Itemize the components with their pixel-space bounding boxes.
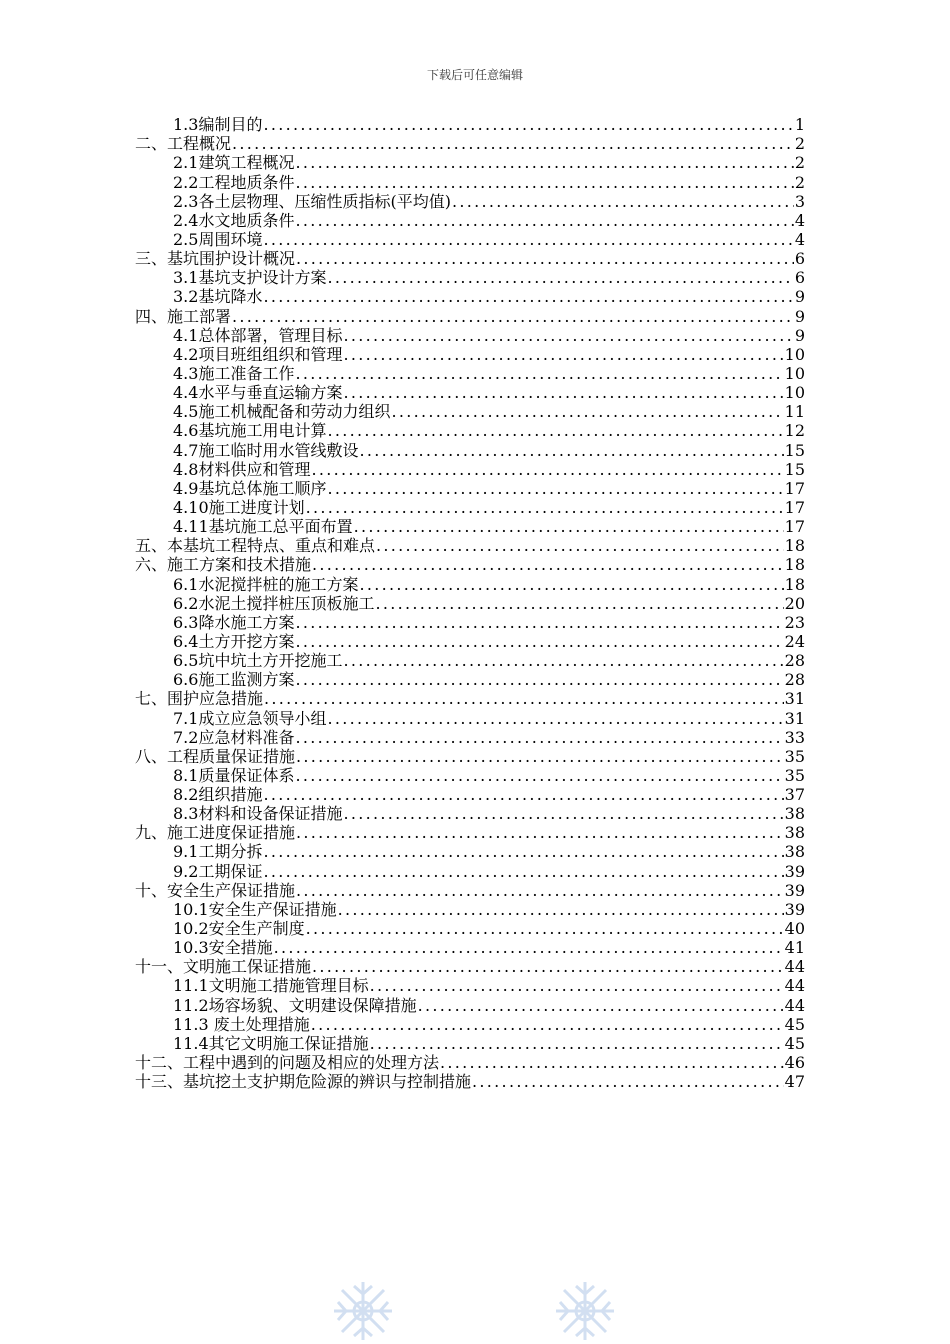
toc-entry-page: 35 [784, 765, 805, 785]
toc-entry-page: 2 [794, 153, 805, 173]
toc-entry-title: 3.2基坑降水 [173, 287, 263, 307]
toc-entry-title: 11.2场容场貌、文明建设保障措施 [173, 995, 417, 1015]
toc-entry-title: 4.9基坑总体施工顺序 [173, 478, 327, 498]
toc-entry[interactable] [135, 326, 805, 345]
toc-entry-page: 6 [794, 268, 805, 288]
toc-entry-page: 17 [784, 517, 805, 537]
toc-entry-page: 15 [784, 459, 805, 479]
toc-dot-leader [306, 498, 784, 517]
toc-entry-title: 4.2项目班组组织和管理 [173, 344, 343, 364]
toc-entry[interactable] [135, 421, 805, 440]
toc-dot-leader [295, 766, 783, 785]
toc-entry-page: 18 [784, 574, 805, 594]
toc-entry-page: 4 [794, 229, 805, 249]
toc-dot-leader [472, 1072, 784, 1091]
toc-entry-page: 24 [784, 631, 805, 651]
toc-entry[interactable] [135, 728, 805, 747]
toc-entry-page: 47 [784, 1072, 805, 1092]
toc-dot-leader [327, 421, 783, 440]
toc-entry[interactable] [135, 613, 805, 632]
toc-entry-title: 7.2应急材料准备 [173, 727, 295, 747]
toc-entry[interactable] [135, 479, 805, 498]
toc-entry-title: 4.10施工进度计划 [173, 497, 305, 517]
toc-entry-title: 六、施工方案和技术措施 [135, 555, 312, 575]
toc-entry[interactable] [135, 249, 805, 268]
snowflake-icon [330, 1278, 396, 1344]
toc-entry[interactable] [135, 995, 805, 1014]
toc-entry-title: 2.4水文地质条件 [173, 210, 295, 230]
toc-entry[interactable] [135, 957, 805, 976]
toc-dot-leader [343, 651, 783, 670]
toc-entry-page: 6 [794, 249, 805, 269]
toc-entry[interactable] [135, 766, 805, 785]
toc-dot-leader [296, 881, 784, 900]
toc-entry[interactable] [135, 976, 805, 995]
toc-entry-title: 2.2工程地质条件 [173, 172, 295, 192]
toc-entry-title: 四、施工部署 [135, 306, 232, 326]
toc-entry[interactable] [135, 708, 805, 727]
toc-entry-title: 7.1成立应急领导小组 [173, 708, 327, 728]
toc-entry[interactable] [135, 536, 805, 555]
toc-entry-page: 37 [784, 785, 805, 805]
toc-entry[interactable] [135, 517, 805, 536]
toc-entry-title: 4.4水平与垂直运输方案 [173, 383, 343, 403]
toc-entry-title: 11.1文明施工措施管理目标 [173, 976, 369, 996]
toc-dot-leader [295, 670, 783, 689]
toc-dot-leader [327, 479, 783, 498]
toc-entry-page: 44 [784, 957, 805, 977]
toc-entry[interactable] [135, 306, 805, 325]
toc-entry-title: 8.1质量保证体系 [173, 765, 295, 785]
toc-entry-title: 9.1工期分拆 [173, 842, 263, 862]
toc-dot-leader [274, 938, 784, 957]
toc-entry[interactable] [135, 1053, 805, 1072]
toc-entry[interactable] [135, 268, 805, 287]
toc-entry-title: 十一、文明施工保证措施 [135, 957, 312, 977]
toc-entry-title: 十二、工程中遇到的问题及相应的处理方法 [135, 1053, 440, 1073]
toc-entry-title: 2.3各土层物理、压缩性质指标(平均值) [173, 191, 451, 211]
toc-entry-title: 9.2工期保证 [173, 861, 263, 881]
toc-dot-leader [418, 996, 784, 1015]
toc-entry-title: 4.5施工机械配备和劳动力组织 [173, 402, 391, 422]
toc-entry[interactable] [135, 402, 805, 421]
toc-entry[interactable] [135, 364, 805, 383]
toc-entry[interactable] [135, 574, 805, 593]
toc-dot-leader [264, 689, 784, 708]
toc-entry-page: 17 [784, 497, 805, 517]
toc-entry[interactable] [135, 1034, 805, 1053]
toc-entry-title: 九、施工进度保证措施 [135, 823, 296, 843]
toc-entry-page: 39 [784, 861, 805, 881]
toc-entry[interactable] [135, 345, 805, 364]
toc-entry-page: 28 [784, 651, 805, 671]
toc-entry-page: 23 [784, 612, 805, 632]
toc-entry[interactable] [135, 670, 805, 689]
toc-entry-title: 十、安全生产保证措施 [135, 880, 296, 900]
toc-dot-leader [359, 441, 783, 460]
toc-dot-leader [306, 919, 784, 938]
toc-entry[interactable] [135, 460, 805, 479]
toc-entry[interactable] [135, 632, 805, 651]
toc-dot-leader [295, 153, 793, 172]
toc-dot-leader [296, 249, 794, 268]
toc-dot-leader [263, 115, 793, 134]
toc-dot-leader [295, 173, 793, 192]
toc-dot-leader [263, 230, 793, 249]
toc-entry-page: 38 [784, 823, 805, 843]
toc-entry-title: 10.2安全生产制度 [173, 919, 305, 939]
toc-entry-title: 1.3编制目的 [173, 115, 263, 135]
toc-entry-page: 35 [784, 746, 805, 766]
toc-entry-page: 39 [784, 880, 805, 900]
toc-entry-title: 4.1总体部署，管理目标 [173, 325, 343, 345]
toc-entry-title: 4.3施工准备工作 [173, 363, 295, 383]
toc-entry-page: 38 [784, 804, 805, 824]
toc-entry[interactable] [135, 938, 805, 957]
toc-entry-page: 10 [784, 363, 805, 383]
toc-dot-leader [354, 517, 784, 536]
toc-dot-leader [296, 823, 784, 842]
toc-entry-title: 2.5周围环境 [173, 229, 263, 249]
toc-entry[interactable] [135, 383, 805, 402]
toc-entry-title: 3.1基坑支护设计方案 [173, 268, 327, 288]
toc-entry[interactable] [135, 900, 805, 919]
toc-entry-title: 三、基坑围护设计概况 [135, 249, 296, 269]
toc-dot-leader [296, 747, 784, 766]
toc-entry[interactable] [135, 134, 805, 153]
toc-entry-title: 6.3降水施工方案 [173, 612, 295, 632]
toc-entry-title: 10.1安全生产保证措施 [173, 899, 337, 919]
toc-entry-page: 33 [784, 727, 805, 747]
toc-dot-leader [263, 785, 783, 804]
toc-entry-page: 18 [784, 555, 805, 575]
toc-entry[interactable] [135, 153, 805, 172]
toc-entry-title: 4.8材料供应和管理 [173, 459, 311, 479]
toc-dot-leader [232, 134, 794, 153]
toc-entry[interactable] [135, 594, 805, 613]
toc-dot-leader [370, 1034, 784, 1053]
toc-entry-page: 4 [794, 210, 805, 230]
toc-entry[interactable] [135, 861, 805, 880]
toc-dot-leader [452, 192, 794, 211]
toc-entry-page: 17 [784, 478, 805, 498]
toc-entry[interactable] [135, 555, 805, 574]
toc-dot-leader [375, 594, 783, 613]
toc-entry-title: 二、工程概况 [135, 134, 232, 154]
toc-entry-page: 45 [784, 1014, 805, 1034]
toc-entry[interactable] [135, 287, 805, 306]
toc-entry-page: 10 [784, 383, 805, 403]
toc-entry-page: 28 [784, 670, 805, 690]
toc-entry-title: 6.5坑中坑土方开挖施工 [173, 651, 343, 671]
toc-dot-leader [295, 364, 783, 383]
toc-dot-leader [343, 804, 783, 823]
toc-entry[interactable] [135, 498, 805, 517]
toc-entry-page: 45 [784, 1033, 805, 1053]
toc-dot-leader [343, 345, 783, 364]
toc-entry[interactable] [135, 747, 805, 766]
toc-entry-page: 10 [784, 344, 805, 364]
toc-dot-leader [295, 632, 783, 651]
toc-dot-leader [327, 268, 793, 287]
toc-dot-leader [343, 326, 793, 345]
toc-entry-page: 2 [794, 134, 805, 154]
toc-entry-page: 46 [784, 1053, 805, 1073]
snowflake-icon [552, 1278, 618, 1344]
toc-dot-leader [343, 383, 783, 402]
toc-entry[interactable] [135, 211, 805, 230]
toc-dot-leader [263, 842, 783, 861]
toc-entry-title: 11.4其它文明施工保证措施 [173, 1033, 369, 1053]
toc-entry-title: 6.1水泥搅拌桩的施工方案 [173, 574, 359, 594]
toc-entry[interactable] [135, 230, 805, 249]
toc-entry-page: 31 [784, 689, 805, 709]
toc-entry-title: 10.3安全措施 [173, 938, 273, 958]
table-of-contents [135, 115, 805, 1091]
toc-dot-leader [391, 402, 783, 421]
toc-entry[interactable] [135, 785, 805, 804]
toc-entry-title: 11.3 废土处理措施 [173, 1014, 310, 1034]
toc-entry-page: 12 [784, 421, 805, 441]
toc-entry-page: 1 [794, 115, 805, 135]
toc-entry[interactable] [135, 842, 805, 861]
toc-entry-page: 40 [784, 919, 805, 939]
toc-entry-title: 6.6施工监测方案 [173, 670, 295, 690]
toc-entry[interactable] [135, 440, 805, 459]
toc-entry[interactable] [135, 689, 805, 708]
toc-dot-leader [370, 976, 784, 995]
toc-entry-title: 七、围护应急措施 [135, 689, 264, 709]
toc-entry-page: 44 [784, 976, 805, 996]
toc-entry[interactable] [135, 1015, 805, 1034]
toc-entry-page: 11 [784, 402, 805, 422]
toc-dot-leader [327, 709, 783, 728]
toc-entry[interactable] [135, 115, 805, 134]
toc-entry-title: 4.6基坑施工用电计算 [173, 421, 327, 441]
toc-dot-leader [311, 460, 783, 479]
toc-entry[interactable] [135, 881, 805, 900]
toc-entry[interactable] [135, 1072, 805, 1091]
toc-entry-title: 2.1建筑工程概况 [173, 153, 295, 173]
toc-entry[interactable] [135, 172, 805, 191]
toc-entry-page: 41 [784, 938, 805, 958]
toc-dot-leader [295, 211, 793, 230]
toc-entry-title: 4.11基坑施工总平面布置 [173, 517, 353, 537]
toc-dot-leader [359, 575, 783, 594]
toc-entry-title: 8.2组织措施 [173, 785, 263, 805]
toc-dot-leader [338, 900, 784, 919]
toc-entry-page: 38 [784, 842, 805, 862]
toc-entry[interactable] [135, 919, 805, 938]
toc-dot-leader [440, 1053, 784, 1072]
toc-dot-leader [263, 862, 783, 881]
toc-entry-title: 十三、基坑挖土支护期危险源的辨识与控制措施 [135, 1072, 472, 1092]
page-header: 下载后可任意编辑 [426, 68, 523, 82]
toc-entry[interactable] [135, 651, 805, 670]
toc-entry-page: 31 [784, 708, 805, 728]
toc-entry-page: 2 [794, 172, 805, 192]
toc-entry-title: 6.2水泥土搅拌桩压顶板施工 [173, 593, 375, 613]
toc-dot-leader [312, 555, 784, 574]
toc-entry[interactable] [135, 192, 805, 211]
toc-entry-page: 15 [784, 440, 805, 460]
toc-entry-title: 8.3材料和设备保证措施 [173, 804, 343, 824]
toc-entry-page: 18 [784, 536, 805, 556]
toc-entry-page: 9 [794, 287, 805, 307]
toc-entry-title: 五、本基坑工程特点、重点和难点 [135, 536, 376, 556]
toc-entry-title: 6.4土方开挖方案 [173, 631, 295, 651]
toc-dot-leader [311, 1015, 784, 1034]
toc-dot-leader [263, 287, 793, 306]
toc-dot-leader [295, 728, 783, 747]
toc-entry-title: 4.7施工临时用水管线敷设 [173, 440, 359, 460]
toc-entry-title: 八、工程质量保证措施 [135, 746, 296, 766]
toc-entry-page: 39 [784, 899, 805, 919]
toc-entry-page: 20 [784, 593, 805, 613]
toc-dot-leader [376, 536, 784, 555]
toc-entry-page: 9 [794, 325, 805, 345]
toc-entry-page: 9 [794, 306, 805, 326]
toc-entry-page: 44 [784, 995, 805, 1015]
toc-entry-page: 3 [794, 191, 805, 211]
toc-entry[interactable] [135, 804, 805, 823]
toc-entry[interactable] [135, 823, 805, 842]
toc-dot-leader [295, 613, 783, 632]
toc-dot-leader [312, 957, 784, 976]
toc-dot-leader [232, 307, 794, 326]
